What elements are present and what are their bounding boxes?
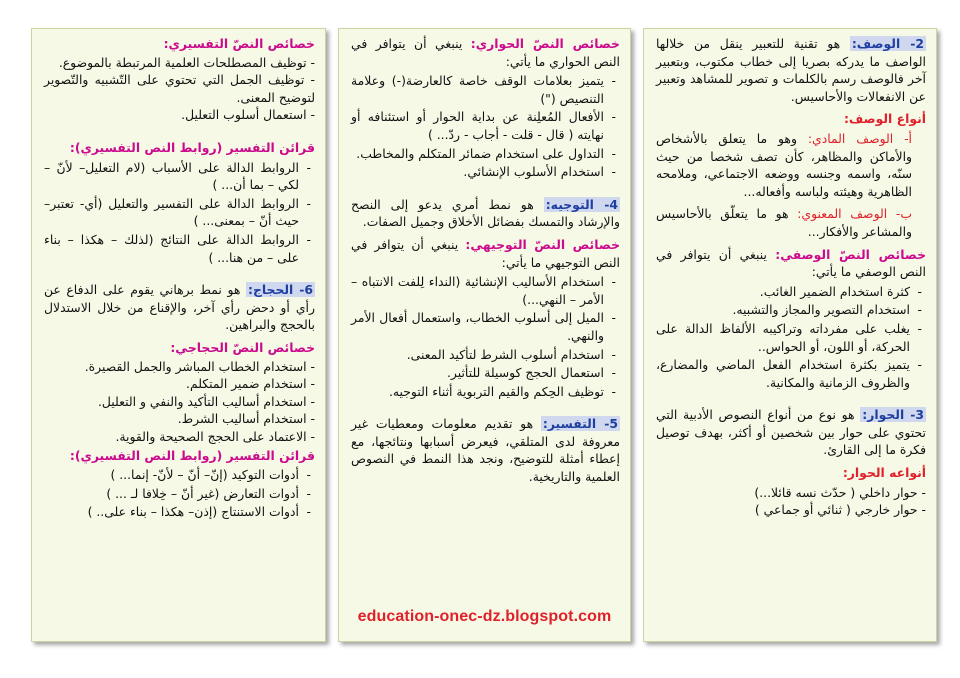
argument-features-heading: خصائص النصّ الحجاجي: (170, 339, 315, 355)
directive-features-list (351, 273, 620, 400)
argument-links-heading: قرائن التفسير (روابط النص التفسيري): (69, 448, 315, 464)
directive-paragraph (351, 196, 620, 231)
section-number: 4- التوجيه: (545, 196, 619, 212)
description-text: هو تقنية للتعبير ينقل من خلالها الواصف ما يدركه بصريا إلى خطاب مكتوب، وبتعبير آخر فالوصف رسم بالكلمات و تصوير للمشاهد وتعبير عن الانفعالات والأحاسيس. (656, 36, 926, 104)
directive-text: هو نمط أمري يدعو إلى النصح والإرشاد والتمسك بفضائل الأخلاق وجميل الصفات. (351, 196, 620, 230)
dialog-features-intro (351, 35, 620, 70)
left-column (31, 28, 326, 642)
list-item: - الروابط الدالة على النتائج (لذلك – هكذا – بناء على – من هنا... ) (44, 231, 299, 266)
explanation-text: هو تقديم معلومات ومعطيات غير معروفة لدى المتلقي، فيعرض أسبابها ونتائجها، مع إعطاء أمثلة للتوضيح، ونجد هذا النمط في النصوص العلمية والتاريخية. (351, 416, 620, 485)
section-heading: خصائص النصّ الحواري: (470, 36, 620, 51)
website-watermark: education-onec-dz.blogspot.com (357, 608, 612, 625)
list-item: - استعمال أسلوب التعليل. (181, 107, 315, 123)
list-item: - أدوات التوكيد (إنّ– أنّ – لأنّ- إنما... ) (44, 466, 299, 484)
section-number: 5- التفسير: (542, 416, 618, 432)
list-item: - استخدام أسلوب الشرط لتأكيد المعنى. (351, 346, 604, 364)
list-item: - الروابط الدالة على الأسباب (لام التعليل– لأنّ – لكي – بما أن... ) (44, 159, 299, 194)
list-item: - الميل إلى أسلوب الخطاب، واستعمال أفعال الأمر والنهي. (351, 309, 604, 344)
list-item: - استخدام الأسلوب الإنشائي. (351, 163, 604, 181)
list-item: - استخدام أساليب الشرط. (177, 411, 315, 427)
explanation-links-heading: قرائن التفسير (روابط النص التفسيري): (69, 139, 315, 155)
list-item: - الاعتماد على الحجج الصحيحة والقوية. (115, 428, 315, 444)
material-description (656, 130, 926, 200)
section-number: 2- الوصف: (851, 36, 924, 51)
list-item: - استخدام التصوير والمجاز والتشبيه. (656, 301, 910, 319)
explanation-links-list (44, 159, 315, 267)
middle-column (338, 28, 631, 642)
list-item: - أدوات الاستنتاج (إذن– هكذا – بناء على.. ) (44, 503, 299, 521)
intro-text: ينبغي أن يتوافر في النص الحواري ما يأتي: (351, 36, 620, 69)
list-item: - أدوات التعارض (غير أنّ – خِلافا لـ ... ) (44, 485, 299, 503)
material-text: وهو ما يتعلق بالأشخاص والأماكن والمظاهر، كأن تصف شخصا من حيث سنّه، واسمه وجنسه ووضعه الاجتماعي، وملامحه الظاهرية وهيئته ولباسه وأفعاله... (656, 130, 912, 199)
dialog-features-list (351, 72, 620, 181)
list-item: - الأفعال المُعلِنة عن بداية الحوار أو استئنافه أو نهايته ( قال - قلت - أجاب - ردّ... ) (351, 108, 604, 143)
list-item: - التداول على استخدام ضمائر المتكلم والمخاطب. (351, 145, 604, 163)
explanation-features-heading: خصائص النصّ التفسيري: (163, 36, 315, 51)
intro-text: ينبغي أن يتوافر في النص التوجيهي ما يأتي: (351, 236, 620, 270)
section-heading: خصائص النصّ التوجيهي: (465, 236, 620, 252)
dialog-text: هو نوع من أنواع النصوص الأدبية التي تحتوي على حوار بين شخصين أو أكثر، بهدف توصيل فكرة ما إلى القارئ. (656, 407, 926, 458)
list-item: - استخدام ضمير المتكلم. (186, 376, 315, 392)
right-column (643, 28, 937, 642)
dialog-paragraph (656, 406, 926, 459)
moral-text: هو ما يتعلّق بالأحاسيس والمشاعر والأفكار... (656, 206, 912, 239)
section-number: 6- الحجاج: (247, 282, 314, 298)
list-item: - كثرة استخدام الضمير الغائب. (656, 283, 910, 301)
argument-links-list (44, 466, 315, 521)
list-item: - استخدام الأساليب الإنشائية (النداء لِلفت الانتباه – الأمر – النهي...) (351, 273, 604, 308)
list-item: - استخدام أساليب التأكيد والنفي و التعليل. (97, 393, 315, 409)
list-item: - حوار داخلي ( حدّث نسه قائلا...) (754, 484, 926, 500)
descriptive-features-list (656, 283, 926, 392)
list-item: - يتميز بكثرة استخدام الفعل الماضي والمضارع، والظروف الزمانية والمكانية. (656, 356, 910, 391)
types-heading: أنواع الوصف: (843, 111, 926, 127)
list-item: - توظيف الحِكم والقيم التربوية أثناء التوجيه. (351, 383, 604, 401)
section-number: 3- الحوار: (862, 407, 925, 423)
list-item: - الروابط الدالة على التفسير والتعليل (أي- تعتبر– حيث أنّ – بمعنى... ) (44, 195, 299, 230)
material-label: أ- الوصف المادي: (807, 130, 912, 146)
list-item: - توظيف المصطلحات العلمية المرتبطة بالموضوع. (58, 54, 315, 70)
list-item: - يغلب على مفرداته وتراكيبه الألفاظ الدالة على الحركة، أو اللون، أو الحواس.. (656, 320, 910, 355)
dialog-types-heading: أنواعه الحوار: (842, 465, 926, 481)
explanation-paragraph (351, 415, 620, 485)
list-item: - يتميز بعلامات الوقف خاصة كالعارضة(-) وعلامة التنصيص (") (351, 72, 604, 107)
intro-text: ينبغي أن يتوافر في النص الوصفي ما يأتي: (656, 246, 926, 280)
moral-description (656, 205, 926, 240)
list-item: - حوار خارجي ( ثنائي أو جماعي ) (754, 502, 926, 518)
argument-text: هو نمط برهاني يقوم على الدفاع عن رأي أو دحض رأي آخر، والإقناع من خلال الاستدلال بالحجج والبراهين. (44, 282, 315, 333)
description-paragraph (656, 35, 926, 105)
section-heading: خصائص النصّ الوصفي: (775, 246, 926, 262)
list-item: - توظيف الجمل التي تحتوي على التّشبيه والتّصوير لتوضيح المعنى. (44, 72, 315, 105)
moral-label: ب- الوصف المعنوي: (797, 206, 912, 222)
list-item: - استعمال الحجج كوسيلة للتأثير. (351, 364, 604, 382)
list-item: - استخدام الخطاب المباشر والجمل القصيرة. (84, 358, 315, 374)
argument-paragraph (44, 281, 315, 334)
directive-features-intro (351, 236, 620, 271)
descriptive-features-intro (656, 246, 926, 281)
